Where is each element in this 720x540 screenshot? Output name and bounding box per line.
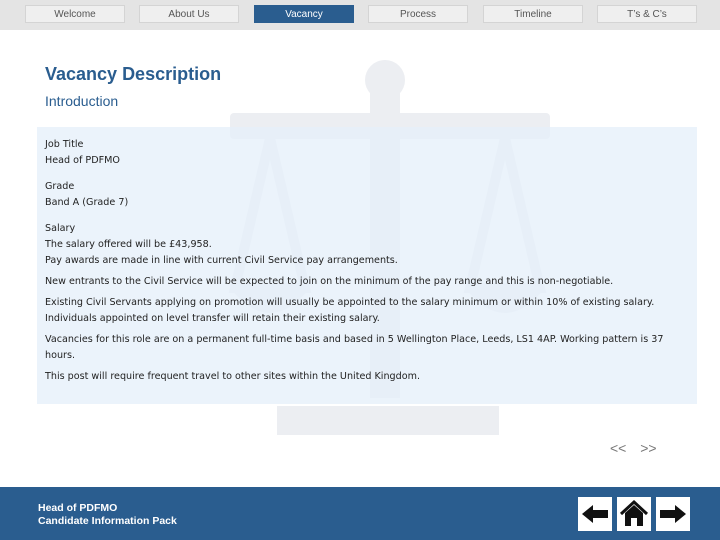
vacancy-basis-text: Vacancies for this role are on a permanent full-time basis and based in 5 Wellington Place, Leeds, LS1 4AP. Working pattern is 37 hours. [45, 334, 664, 361]
tab-vacancy[interactable]: Vacancy [254, 5, 354, 23]
tab-welcome[interactable]: Welcome [25, 5, 125, 23]
tab-about-us[interactable]: About Us [139, 5, 239, 23]
footer-pack-title: Candidate Information Pack [38, 515, 177, 527]
salary-amount-text: The salary offered will be £43,958. [45, 239, 212, 250]
grade-label: Grade [45, 181, 75, 192]
top-navigation-bar [0, 0, 720, 30]
footer-title [38, 502, 177, 528]
previous-page-link[interactable]: << [610, 440, 627, 456]
new-entrants-text: New entrants to the Civil Service will be expected to join on the minimum of the pay range and this is non-negotiable. [45, 276, 614, 287]
back-arrow-button[interactable] [578, 497, 612, 531]
salary-label: Salary [45, 223, 76, 234]
forward-arrow-button[interactable] [656, 497, 690, 531]
tab-terms-conditions[interactable]: T’s & C’s [597, 5, 697, 23]
level-transfer-text: Individuals appointed on level transfer will retain their existing salary. [45, 313, 380, 324]
footer-role-title: Head of PDFMO [38, 502, 118, 514]
vacancy-details-panel [37, 127, 697, 404]
page-title: Vacancy Description [45, 64, 222, 84]
pay-awards-text: Pay awards are made in line with current Civil Service pay arrangements. [45, 255, 398, 266]
home-icon[interactable] [617, 497, 651, 531]
pager [610, 440, 667, 456]
job-title-label: Job Title [45, 139, 84, 150]
grade-value: Band A (Grade 7) [45, 197, 129, 208]
travel-requirement-text: This post will require frequent travel to other sites within the United Kingdom. [45, 371, 420, 382]
existing-civil-servants-text: Existing Civil Servants applying on promotion will usually be appointed to the salary minimum or within 10% of existing salary. [45, 297, 655, 308]
tab-timeline[interactable]: Timeline [483, 5, 583, 23]
job-title-value: Head of PDFMO [45, 155, 120, 166]
footer-bar [0, 487, 720, 540]
page-subtitle: Introduction [45, 93, 119, 109]
tab-process[interactable]: Process [368, 5, 468, 23]
next-page-link[interactable]: >> [640, 440, 657, 456]
